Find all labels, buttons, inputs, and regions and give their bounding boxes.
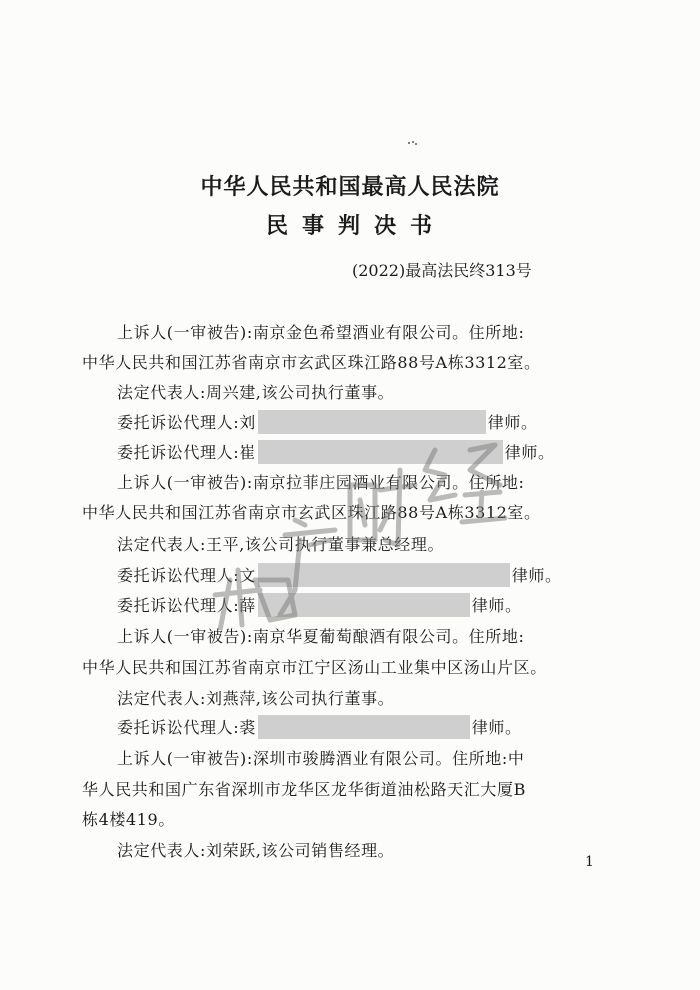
document-type-title: 民事判决书	[265, 213, 446, 239]
agent-prefix: 委托诉讼代理人:薛	[117, 596, 256, 615]
party-line: 上诉人(一审被告):深圳市骏腾酒业有限公司。住所地:中	[117, 749, 525, 768]
redaction-block	[258, 563, 510, 587]
redaction-block	[258, 593, 470, 617]
agent-line	[117, 410, 538, 434]
redaction-block	[258, 410, 486, 434]
agent-suffix: 律师。	[471, 596, 522, 615]
agent-suffix: 律师。	[471, 718, 522, 737]
agent-prefix: 委托诉讼代理人:文	[117, 566, 256, 585]
agent-line	[117, 440, 555, 464]
agent-line	[117, 715, 522, 739]
agent-prefix: 委托诉讼代理人:刘	[117, 413, 256, 432]
party-line: 栋4楼419。	[82, 810, 175, 829]
party-line: 中华人民共和国江苏省南京市玄武区珠江路88号A栋3312室。	[82, 503, 541, 522]
agent-suffix: 律师。	[511, 566, 562, 585]
agent-suffix: 律师。	[487, 413, 538, 432]
party-line: 上诉人(一审被告):南京华夏葡萄酿酒有限公司。住所地:	[117, 627, 525, 646]
party-line: 上诉人(一审被告):南京拉菲庄园酒业有限公司。住所地:	[117, 473, 525, 492]
party-line: 法定代表人:周兴建,该公司执行董事。	[117, 383, 395, 402]
party-line: 法定代表人:刘燕萍,该公司执行董事。	[117, 689, 395, 708]
case-number: (2022)最高法民终313号	[352, 261, 532, 280]
party-line: 上诉人(一审被告):南京金色希望酒业有限公司。住所地:	[117, 323, 525, 342]
party-line: 中华人民共和国江苏省南京市玄武区珠江路88号A栋3312室。	[82, 353, 541, 372]
page-number: 1	[585, 854, 594, 870]
court-name: 中华人民共和国最高人民法院	[200, 174, 500, 200]
agent-prefix: 委托诉讼代理人:裘	[117, 718, 256, 737]
redaction-block	[258, 715, 470, 739]
redaction-block	[258, 440, 503, 464]
party-line: 法定代表人:刘荣跃,该公司销售经理。	[117, 841, 395, 860]
party-line: 华人民共和国广东省深圳市龙华区龙华街道油松路天汇大厦B	[82, 780, 526, 799]
agent-line	[117, 593, 522, 617]
agent-line	[117, 563, 562, 587]
agent-prefix: 委托诉讼代理人:崔	[117, 443, 256, 462]
party-line: 中华人民共和国江苏省南京市江宁区汤山工业集中区汤山片区。	[82, 658, 547, 677]
party-line: 法定代表人:王平,该公司执行董事兼总经理。	[117, 535, 445, 554]
scan-speck	[408, 141, 418, 145]
agent-suffix: 律师。	[504, 443, 555, 462]
